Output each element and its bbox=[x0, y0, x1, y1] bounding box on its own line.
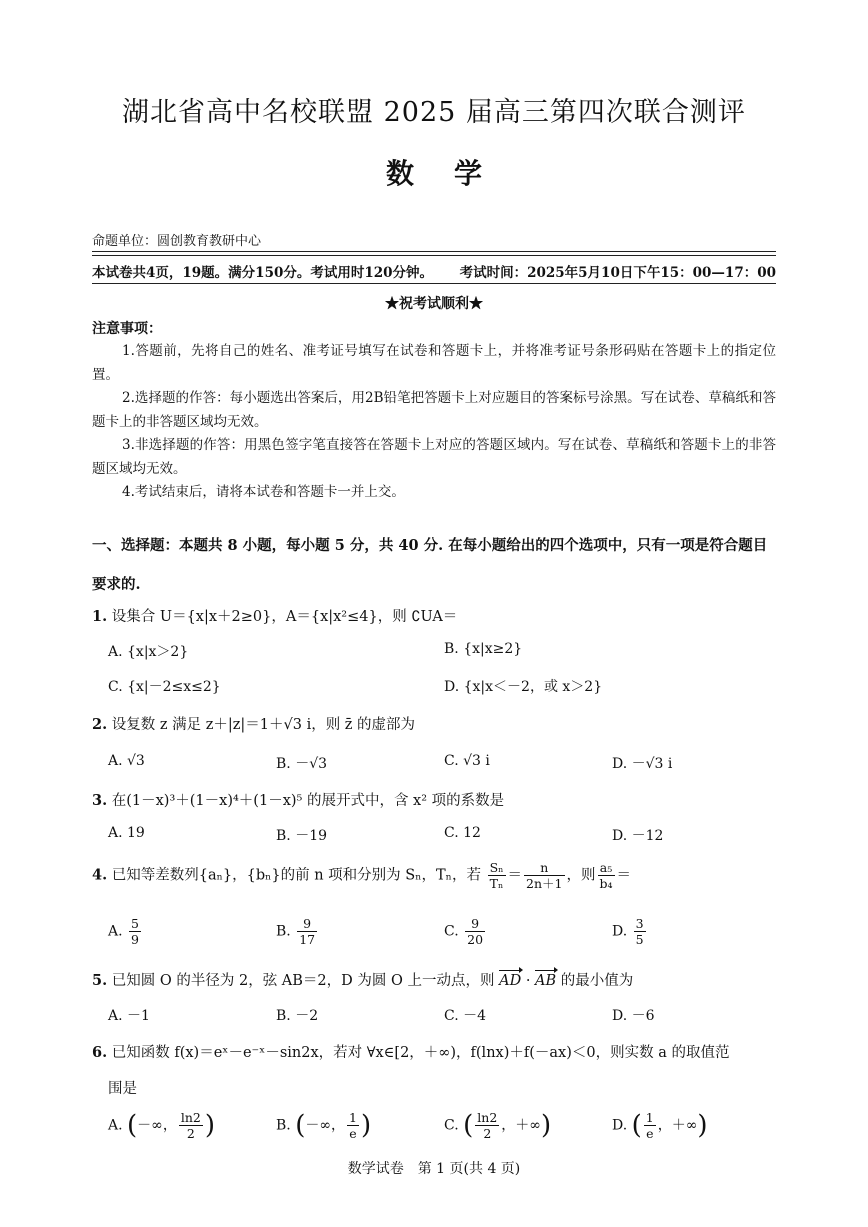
option-d: D. ( $\frac{1}{e}$ ，＋∞) bbox=[612, 1110, 708, 1141]
note-item: 2.选择题的作答：每小题选出答案后，用2B铅笔把答题卡上对应题目的答案标号涂黑。写在试卷、草稿纸和答题卡上的非答题区域均无效。 bbox=[92, 390, 776, 430]
question-3 bbox=[92, 789, 504, 810]
option-d: D. $\frac{3}{5}$ bbox=[612, 916, 644, 947]
question-2 bbox=[92, 713, 415, 734]
exam-info: 本试卷共4页，19题。满分150分。考试用时120分钟。 bbox=[92, 265, 434, 281]
option-d: D. {x|x＜－2，或 x＞2} bbox=[444, 679, 603, 695]
option-a: A. √3 bbox=[108, 753, 145, 769]
option-a: A. {x|x＞2} bbox=[108, 644, 189, 660]
question-number: 3. bbox=[92, 792, 108, 809]
option-d: D. －6 bbox=[612, 1008, 655, 1024]
question-stem: 已知圆 O 的半径为 2，弦 AB＝2，D 为圆 O 上一动点，则 bbox=[111, 973, 495, 989]
question-number: 5. bbox=[92, 972, 108, 989]
question-number: 2. bbox=[92, 716, 108, 733]
exam-time: 考试时间：2025年5月10日下午15：00—17：00 bbox=[459, 265, 776, 281]
option-d: D. －√3 i bbox=[612, 756, 673, 772]
option-d: D. －12 bbox=[612, 828, 664, 844]
fraction: $\frac{\text{a₅}}{\text{b₄}}$ bbox=[599, 860, 613, 891]
vector-ab: AB bbox=[535, 973, 557, 989]
divider-top bbox=[92, 251, 776, 252]
question-5: 5. 已知圆 O 的半径为 2，弦 AB＝2，D 为圆 O 上一动点，则 AD · AB 的最小值为 bbox=[92, 972, 634, 989]
option-b: B. $\frac{9}{17}$ bbox=[276, 916, 316, 947]
note-item: 4.考试结束后，请将本试卷和答题卡一并上交。 bbox=[122, 484, 405, 500]
question-number: 4. bbox=[92, 866, 108, 884]
option-a: A. $\frac{5}{9}$ bbox=[108, 916, 139, 947]
option-a: A. (－∞， $\frac{\ln 2}{2}$ ) bbox=[108, 1110, 216, 1141]
option-c: C. {x|－2≤x≤2} bbox=[108, 679, 221, 695]
divider-top-2 bbox=[92, 255, 776, 256]
question-1 bbox=[92, 605, 457, 626]
option-c: C. ( $\frac{\ln 2}{2}$ ，＋∞) bbox=[444, 1110, 552, 1141]
notes-heading: 注意事项： bbox=[92, 321, 162, 337]
option-c: C. $\frac{9}{20}$ bbox=[444, 916, 484, 947]
author-org: 命题单位：圆创教育教研中心 bbox=[92, 234, 262, 249]
question-number: 1. bbox=[92, 608, 108, 625]
option-b: B. {x|x≥2} bbox=[444, 641, 523, 657]
question-stem: 已知等差数列{aₙ}，{bₙ}的前 n 项和分别为 Sₙ，Tₙ，若 bbox=[111, 867, 481, 884]
option-b: B. (－∞， $\frac{1}{e}$ ) bbox=[276, 1110, 372, 1141]
option-b: B. －19 bbox=[276, 828, 328, 844]
note-item: 3.非选择题的作答：用黑色签字笔直接答在答题卡上对应的答题区域内。写在试卷、草稿纸和答题卡上的非答题区域均无效。 bbox=[92, 437, 776, 477]
option-c: C. 12 bbox=[444, 825, 481, 841]
option-a: A. 19 bbox=[108, 825, 145, 841]
question-stem: 已知函数 f(x)＝eˣ－e⁻ˣ－sin2x，若对 ∀x∈[2，＋∞)，f(lnx)＋f(－ax)＜0，则实数 a 的取值范 bbox=[111, 1045, 730, 1061]
good-luck-banner: ★祝考试顺利★ bbox=[385, 296, 483, 312]
exam-title: 湖北省高中名校联盟 2025 届高三第四次联合测评 bbox=[122, 97, 746, 128]
option-b: B. －√3 bbox=[276, 756, 328, 772]
question-stem: 设复数 z 满足 z＋|z|＝1＋√3 i，则 z̄ 的虚部为 bbox=[111, 717, 416, 733]
option-c: C. √3 i bbox=[444, 753, 490, 769]
question-stem: 在(1－x)³＋(1－x)⁴＋(1－x)⁵ 的展开式中，含 x² 项的系数是 bbox=[111, 793, 505, 809]
question-4: 4. 已知等差数列{aₙ}，{bₙ}的前 n 项和分别为 Sₙ，Tₙ，若 $\frac{\text{Sₙ}}{\text{Tₙ}}$ ＝ $\frac{n}{2n+1}$ ，则 $\frac{\text{a₅}}{\text{b₄}}$ ＝ bbox=[92, 860, 632, 891]
question-number: 6. bbox=[92, 1044, 108, 1061]
note-item: 1.答题前，先将自己的姓名、准考证号填写在试卷和答题卡上，并将准考证号条形码贴在答题卡上的指定位置。 bbox=[92, 343, 776, 383]
vector-ad: AD bbox=[499, 973, 522, 989]
option-a: A. －1 bbox=[108, 1008, 150, 1024]
question-6 bbox=[92, 1041, 729, 1062]
page-footer: 数学试卷 第 1 页(共 4 页) bbox=[347, 1161, 521, 1177]
fraction: $\frac{\text{Sₙ}}{\text{Tₙ}}$ bbox=[489, 860, 504, 891]
question-stem-cont: 围是 bbox=[108, 1081, 137, 1097]
divider-info bbox=[92, 283, 776, 284]
section-heading: 一、选择题：本题共 8 小题，每小题 5 分，共 40 分. 在每小题给出的四个选项中，只有一项是符合题目要求的. bbox=[92, 537, 768, 593]
subject-title: 数学 bbox=[385, 157, 522, 190]
option-b: B. －2 bbox=[276, 1008, 319, 1024]
fraction: $\frac{n}{2n+1}$ bbox=[526, 860, 563, 891]
option-c: C. －4 bbox=[444, 1008, 487, 1024]
question-stem: 设集合 U＝{x|x＋2≥0}，A＝{x|x²≤4}，则 ∁UA＝ bbox=[111, 609, 458, 625]
